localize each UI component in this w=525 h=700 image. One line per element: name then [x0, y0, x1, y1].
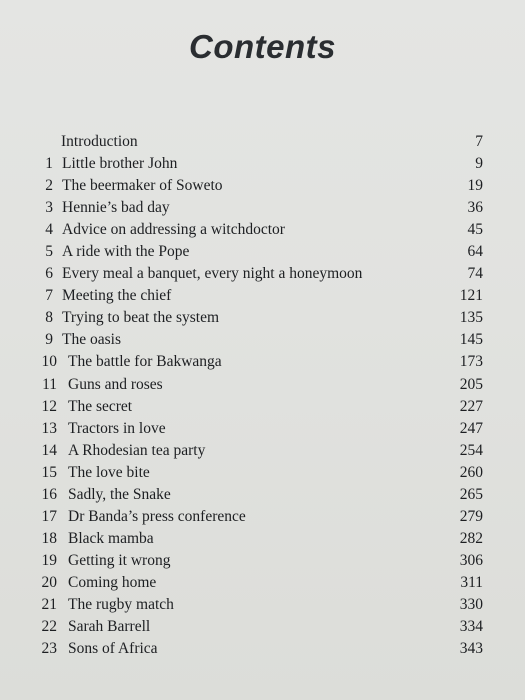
chapter-title: Dr Banda’s press conference — [68, 507, 246, 525]
page-number: 227 — [459, 397, 483, 415]
toc-entry — [0, 241, 525, 263]
toc-entry — [0, 506, 525, 528]
toc-entry — [0, 153, 525, 175]
chapter-title: Hennie’s bad day — [62, 199, 170, 217]
toc-entry — [0, 572, 525, 594]
chapter-number: 20 — [41, 573, 57, 591]
toc-entry — [0, 175, 525, 197]
table-of-contents — [0, 131, 525, 660]
page-number: 343 — [459, 640, 483, 658]
page-number: 64 — [467, 243, 483, 261]
chapter-number: 18 — [41, 529, 57, 547]
chapter-number: 9 — [45, 331, 53, 349]
chapter-title: The battle for Bakwanga — [68, 353, 222, 371]
page-number: 265 — [459, 485, 483, 503]
chapter-number: 3 — [45, 199, 53, 217]
chapter-number: 14 — [41, 441, 57, 459]
toc-entry — [0, 616, 525, 638]
toc-entry — [0, 219, 525, 241]
page-number: 74 — [467, 265, 483, 283]
page-number: 247 — [459, 419, 483, 437]
chapter-title: A Rhodesian tea party — [68, 441, 206, 459]
chapter-number: 17 — [41, 507, 57, 525]
chapter-number: 10 — [41, 353, 57, 371]
chapter-title: The secret — [68, 397, 133, 415]
chapter-number: 8 — [45, 309, 53, 327]
page-number: 145 — [459, 331, 483, 349]
chapter-title: Introduction — [61, 133, 138, 150]
chapter-title: Meeting the chief — [62, 287, 172, 305]
page-number: 334 — [459, 618, 483, 636]
toc-entry — [0, 484, 525, 506]
chapter-title: Sadly, the Snake — [68, 485, 171, 503]
page-number: 45 — [467, 221, 483, 239]
toc-entry — [0, 550, 525, 572]
toc-entry — [0, 285, 525, 307]
chapter-number: 11 — [42, 375, 57, 393]
chapter-title: Coming home — [68, 573, 157, 591]
toc-entry — [0, 307, 525, 329]
toc-entry — [0, 462, 525, 484]
toc-entry — [0, 638, 525, 660]
chapter-number: 13 — [41, 419, 57, 437]
chapter-number: 4 — [45, 221, 53, 239]
chapter-title: The beermaker of Soweto — [62, 177, 223, 195]
chapter-number: 15 — [41, 463, 57, 481]
page-number: 7 — [475, 133, 483, 150]
page-number: 311 — [460, 573, 483, 591]
chapter-number: 1 — [45, 155, 53, 173]
page-number: 282 — [459, 529, 483, 547]
chapter-title: Every meal a banquet, every night a honeymoon — [62, 265, 363, 283]
chapter-number: 6 — [45, 265, 53, 283]
chapter-number: 12 — [41, 397, 57, 415]
chapter-title: Little brother John — [62, 155, 178, 173]
page-number: 254 — [459, 441, 483, 459]
chapter-title: The oasis — [62, 331, 121, 349]
page-number: 260 — [459, 463, 483, 481]
toc-entry — [0, 440, 525, 462]
page-number: 306 — [459, 551, 483, 569]
chapter-title: The love bite — [68, 463, 150, 481]
chapter-title: The rugby match — [68, 595, 174, 613]
page-number: 19 — [467, 177, 483, 195]
page-number: 36 — [467, 199, 483, 217]
toc-entry — [0, 131, 525, 153]
chapter-title: A ride with the Pope — [62, 243, 190, 261]
page-number: 205 — [459, 375, 483, 393]
page-number: 330 — [459, 595, 483, 613]
chapter-number: 23 — [41, 640, 57, 658]
toc-entry — [0, 594, 525, 616]
toc-entry — [0, 263, 525, 285]
chapter-title: Guns and roses — [68, 375, 163, 393]
chapter-number: 21 — [41, 595, 57, 613]
toc-entry — [0, 351, 525, 373]
toc-entry — [0, 374, 525, 396]
chapter-number: 2 — [45, 177, 53, 195]
page-number: 121 — [459, 287, 483, 305]
page-title: Contents — [189, 28, 336, 65]
page-number: 9 — [475, 155, 483, 173]
chapter-title: Sarah Barrell — [68, 618, 151, 636]
chapter-title: Sons of Africa — [68, 640, 158, 658]
toc-entry — [0, 396, 525, 418]
chapter-number: 16 — [41, 485, 57, 503]
page-number: 135 — [459, 309, 483, 327]
chapter-number: 5 — [45, 243, 53, 261]
page-number: 173 — [459, 353, 483, 371]
chapter-title: Trying to beat the system — [62, 309, 220, 327]
toc-entry — [0, 418, 525, 440]
chapter-number: 19 — [41, 551, 57, 569]
chapter-number: 22 — [41, 618, 57, 636]
chapter-title: Tractors in love — [68, 419, 166, 437]
chapter-title: Black mamba — [68, 529, 154, 547]
toc-entry — [0, 528, 525, 550]
chapter-title: Getting it wrong — [68, 551, 171, 569]
page-number: 279 — [459, 507, 483, 525]
toc-entry — [0, 329, 525, 351]
chapter-title: Advice on addressing a witchdoctor — [62, 221, 285, 239]
toc-entry — [0, 197, 525, 219]
chapter-number: 7 — [45, 287, 53, 305]
